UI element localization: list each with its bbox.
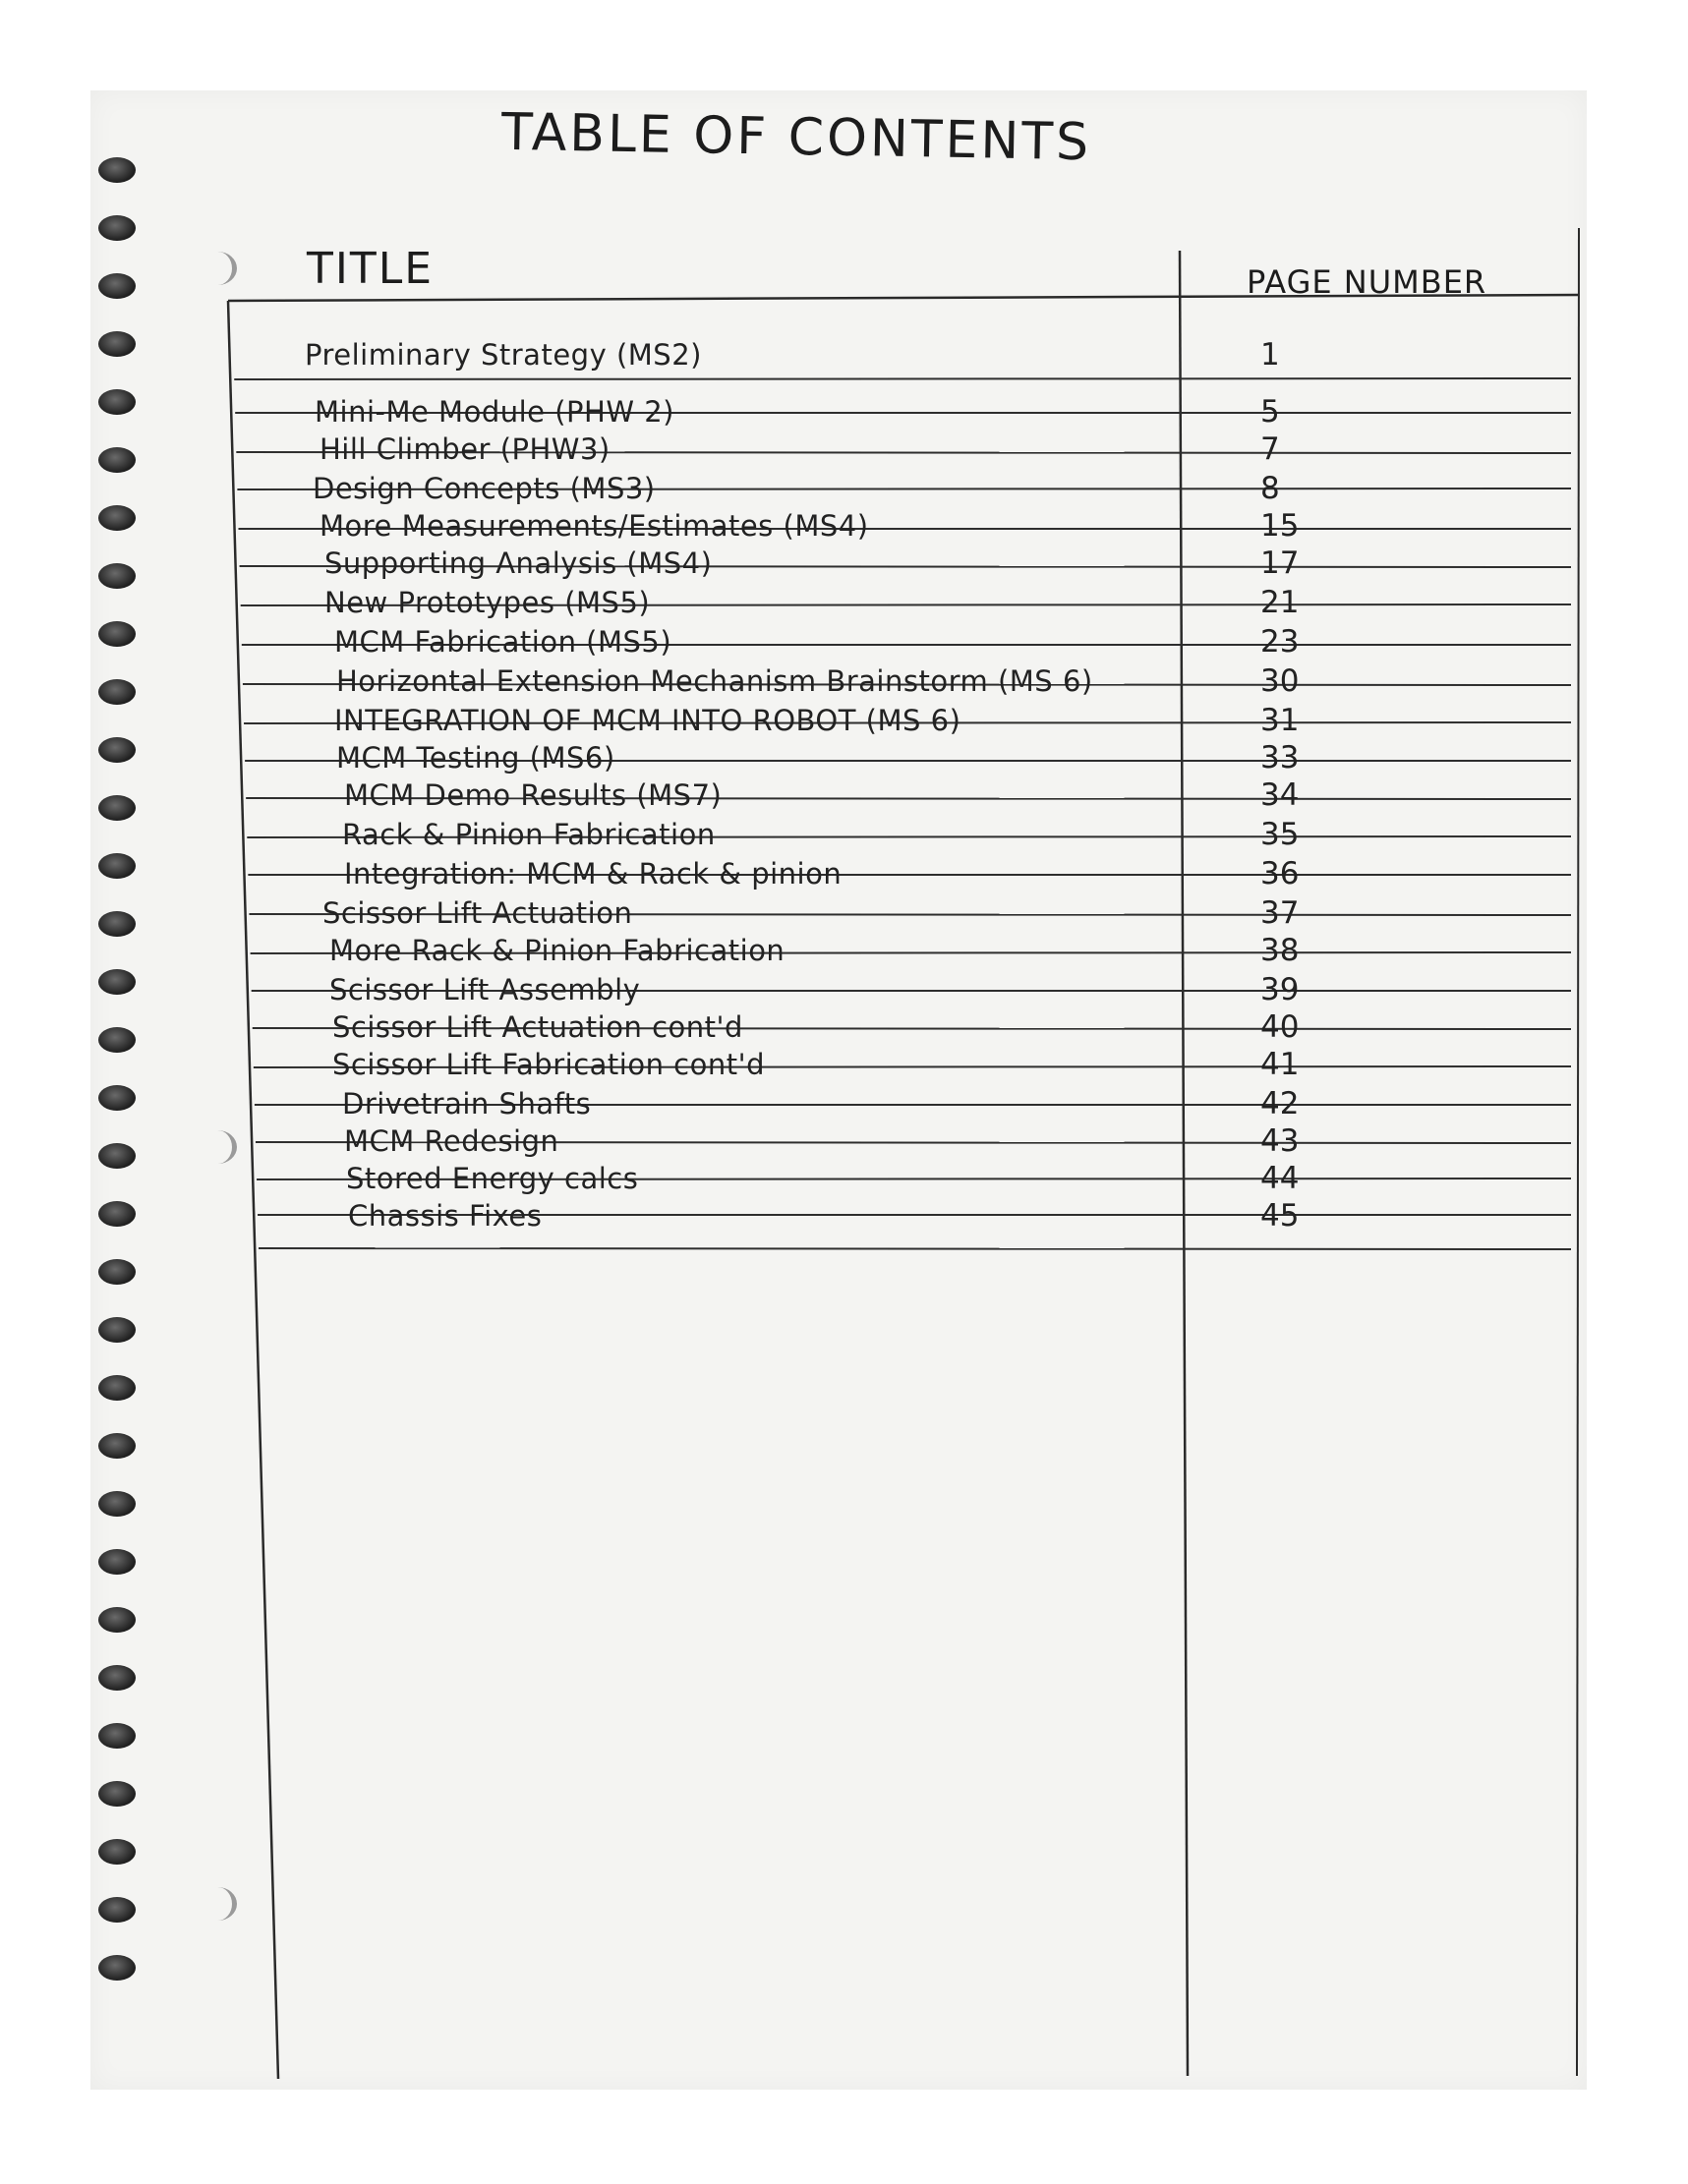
toc-entry-title: Chassis Fixes [348,1199,543,1233]
toc-entry-title: Scissor Lift Actuation [322,896,633,930]
toc-entry [0,739,1688,776]
toc-entry [0,470,1688,507]
toc-entry [0,855,1688,892]
toc-entry [0,623,1688,661]
toc-entry-title: INTEGRATION OF MCM INTO ROBOT (MS 6) [334,704,961,737]
toc-entry-title: Mini-Me Module (PHW 2) [315,395,674,429]
page-heading: TABLE OF CONTENTS [500,102,1092,173]
toc-entry [0,816,1688,853]
toc-entry-page: 17 [1260,546,1300,581]
toc-entry [0,1197,1688,1235]
toc-entry [0,507,1688,545]
toc-entry-title: Drivetrain Shafts [342,1087,592,1121]
toc-entry [0,1160,1688,1197]
toc-entry-page: 44 [1260,1161,1300,1196]
row-rule [259,1248,1571,1249]
toc-entry [0,776,1688,814]
toc-entry-page: 15 [1260,508,1300,544]
toc-entry-title: Design Concepts (MS3) [313,472,656,505]
toc-entry-title: Scissor Lift Actuation cont'd [332,1010,743,1044]
toc-entry-page: 36 [1260,856,1300,891]
toc-entry [0,1046,1688,1083]
toc-entry-title: Scissor Lift Assembly [329,973,641,1006]
title-column-header: TITLE [307,244,435,294]
toc-entry [0,1008,1688,1046]
toc-entry [0,431,1688,468]
toc-entry [0,662,1688,700]
toc-entry-page: 8 [1260,471,1280,506]
toc-entry-title: Stored Energy calcs [346,1162,639,1195]
toc-entry [0,545,1688,582]
toc-entry-title: MCM Fabrication (MS5) [334,625,672,659]
toc-entry-page: 34 [1260,777,1300,813]
toc-entry-title: MCM Redesign [344,1124,559,1158]
toc-entry-page: 23 [1260,624,1300,660]
toc-entry [0,894,1688,932]
toc-entry-page: 42 [1260,1086,1300,1121]
toc-entry-page: 33 [1260,740,1300,776]
toc-entry-title: Horizontal Extension Mechanism Brainstorm (MS 6) [336,664,1093,698]
toc-entry [0,336,1688,374]
row-rule [234,378,1571,379]
toc-entry [0,971,1688,1008]
toc-entry-page: 1 [1260,337,1280,373]
toc-entry-title: Scissor Lift Fabrication cont'd [332,1048,765,1081]
toc-entry-page: 39 [1260,972,1300,1007]
toc-entry-title: Supporting Analysis (MS4) [324,546,713,580]
toc-entry [0,1085,1688,1122]
toc-entry-title: Integration: MCM & Rack & pinion [344,857,843,891]
header-rule [228,295,1579,301]
toc-entry-page: 31 [1260,703,1300,738]
toc-entry [0,702,1688,739]
toc-entry [0,1122,1688,1160]
toc-entry-title: More Rack & Pinion Fabrication [329,934,786,967]
toc-entry-page: 7 [1260,431,1280,467]
toc-entry-title: Rack & Pinion Fabrication [342,818,716,851]
toc-entry [0,393,1688,431]
toc-entry-title: New Prototypes (MS5) [324,586,651,619]
toc-entry [0,932,1688,969]
toc-entry-page: 37 [1260,895,1300,931]
toc-entry-page: 30 [1260,663,1300,699]
toc-entry-title: MCM Demo Results (MS7) [344,778,723,812]
toc-entry-page: 43 [1260,1123,1300,1159]
toc-entry-page: 45 [1260,1198,1300,1234]
toc-entry-title: More Measurements/Estimates (MS4) [320,509,869,543]
toc-entry-page: 38 [1260,933,1300,968]
toc-entry-page: 41 [1260,1047,1300,1082]
toc-entry-title: MCM Testing (MS6) [336,741,615,775]
toc-entry-title: Hill Climber (PHW3) [320,432,611,466]
toc-entry-page: 5 [1260,394,1280,430]
toc-entry-page: 40 [1260,1009,1300,1045]
toc-entry-title: Preliminary Strategy (MS2) [305,338,702,372]
toc-entry-page: 35 [1260,817,1300,852]
toc-entry [0,584,1688,621]
page-number-column-header: PAGE NUMBER [1247,263,1487,301]
toc-entry-page: 21 [1260,585,1300,620]
